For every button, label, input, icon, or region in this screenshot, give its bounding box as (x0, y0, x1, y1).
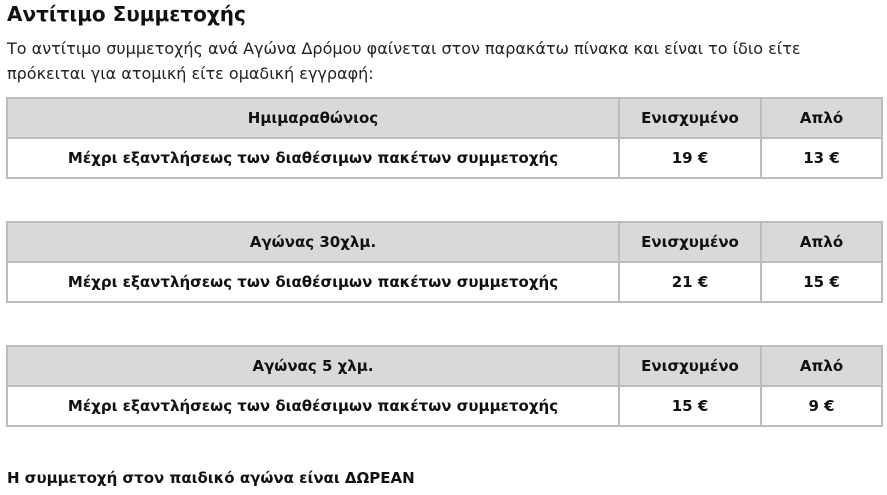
intro-text: Το αντίτιμο συμμετοχής ανά Αγώνα Δρόμου φαίνεται στον παρακάτω πίνακα και είναι το ίδιο είτε πρόκειται για ατομική είτε ομαδική εγγραφή: (7, 39, 801, 83)
simple-column-header: Απλό (761, 98, 882, 138)
enhanced-price: 15 € (619, 386, 761, 426)
fee-table-5km (6, 345, 883, 427)
table-header-row (7, 98, 882, 138)
enhanced-price: 19 € (619, 138, 761, 178)
simple-price: 9 € (761, 386, 882, 426)
simple-column-header: Απλό (761, 346, 882, 386)
enhanced-price: 21 € (619, 262, 761, 302)
table-header-row (7, 222, 882, 262)
fee-table-30km (6, 221, 883, 303)
free-kids-race-note: Η συμμετοχή στον παιδικό αγώνα είναι ΔΩΡΕΑΝ (7, 469, 415, 487)
enhanced-column-header: Ενισχυμένο (619, 222, 761, 262)
row-label: Μέχρι εξαντλήσεως των διαθέσιμων πακέτων συμμετοχής (7, 262, 619, 302)
race-name: Αγώνας 5 χλμ. (7, 346, 619, 386)
table-row (7, 386, 882, 426)
simple-price: 13 € (761, 138, 882, 178)
row-label: Μέχρι εξαντλήσεως των διαθέσιμων πακέτων συμμετοχής (7, 138, 619, 178)
page-title: Αντίτιμο Συμμετοχής (7, 2, 246, 26)
table-row (7, 262, 882, 302)
row-label: Μέχρι εξαντλήσεως των διαθέσιμων πακέτων συμμετοχής (7, 386, 619, 426)
simple-column-header: Απλό (761, 222, 882, 262)
race-name: Αγώνας 30χλμ. (7, 222, 619, 262)
table-header-row (7, 346, 882, 386)
enhanced-column-header: Ενισχυμένο (619, 98, 761, 138)
simple-price: 15 € (761, 262, 882, 302)
fee-table-half-marathon (6, 97, 883, 179)
race-name: Ημιμαραθώνιος (7, 98, 619, 138)
enhanced-column-header: Ενισχυμένο (619, 346, 761, 386)
table-row (7, 138, 882, 178)
